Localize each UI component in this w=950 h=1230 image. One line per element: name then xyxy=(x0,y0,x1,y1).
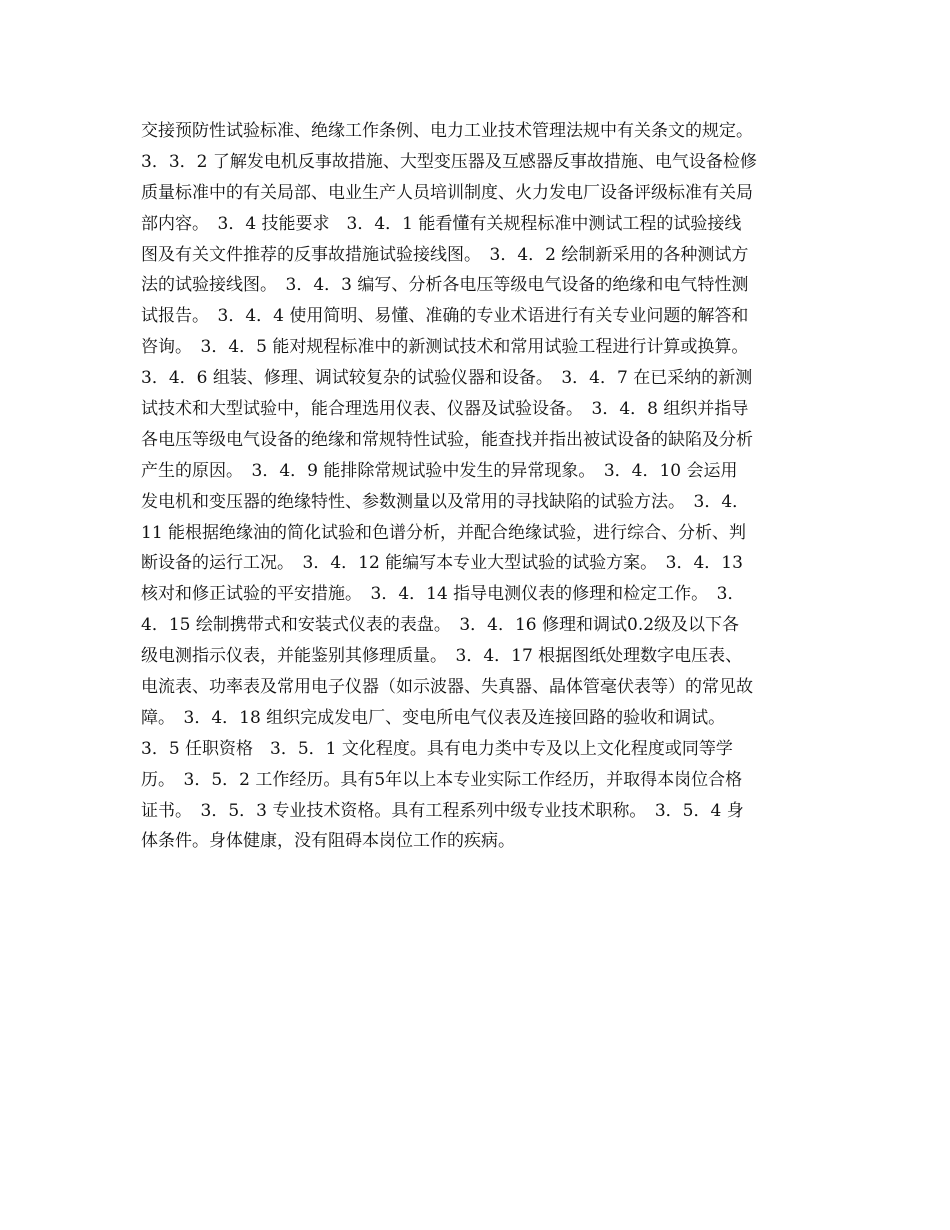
text-line: 核对和修正试验的平安措施。 3．4．14 指导电测仪表的修理和检定工作。 3． xyxy=(141,584,745,605)
text-line: 4．15 绘制携带式和安装式仪表的表盘。 3．4．16 修理和调试0.2级及以下各 xyxy=(141,615,740,636)
text-line: 部内容。 3．4 技能要求 3．4．1 能看懂有关规程标准中测试工程的试验接线 xyxy=(141,213,742,234)
text-line: 交接预防性试验标准、绝缘工作条例、电力工业技术管理法规中有关条文的规定。 xyxy=(141,121,753,141)
text-line: 11 能根据绝缘油的简化试验和色谱分析，并配合绝缘试验，进行综合、分析、判 xyxy=(141,522,747,543)
text-line: 咨询。 3．4．5 能对规程标准中的新测试技术和常用试验工程进行计算或换算。 xyxy=(141,337,749,358)
text-line: 证书。 3．5．3 专业技术资格。具有工程系列中级专业技术职称。 3．5．4 身 xyxy=(141,800,744,821)
text-line: 3．3．2 了解发电机反事故措施、大型变压器及互感器反事故措施、电气设备检修 xyxy=(141,151,757,172)
text-line: 发电机和变压器的绝缘特性、参数测量以及常用的寻找缺陷的试验方法。 3．4． xyxy=(141,491,750,512)
text-line: 障。 3．4．18 组织完成发电厂、变电所电气仪表及连接回路的验收和调试。 xyxy=(141,707,726,728)
text-line: 图及有关文件推荐的反事故措施试验接线图。 3．4．2 绘制新采用的各种测试方 xyxy=(141,244,749,265)
text-line: 电流表、功率表及常用电子仪器（如示波器、失真器、晶体管毫伏表等）的常见故 xyxy=(141,677,753,698)
text-line: 试报告。 3．4．4 使用简明、易懂、准确的专业术语进行有关专业问题的解答和 xyxy=(141,306,749,327)
text-line: 质量标准中的有关局部、电业生产人员培训制度、火力发电厂设备评级标准有关局 xyxy=(141,182,753,203)
text-line: 各电压等级电气设备的绝缘和常规特性试验，能查找并指出被试设备的缺陷及分析 xyxy=(141,429,753,450)
text-line: 法的试验接线图。 3．4．3 编写、分析各电压等级电气设备的绝缘和电气特性测 xyxy=(141,275,749,296)
text-line: 3．4．6 组装、修理、调试较复杂的试验仪器和设备。 3．4．7 在已采纳的新测 xyxy=(141,368,753,389)
text-line: 3．5 任职资格 3．5．1 文化程度。具有电力类中专及以上文化程度或同等学 xyxy=(141,738,733,759)
body-text xyxy=(141,116,811,857)
text-line: 产生的原因。 3．4．9 能排除常规试验中发生的异常现象。 3．4．10 会运用 xyxy=(141,460,738,481)
text-line: 断设备的运行工况。 3．4．12 能编写本专业大型试验的试验方案。 3．4．13 xyxy=(141,553,743,574)
text-line: 级电测指示仪表，并能鉴别其修理质量。 3．4．17 根据图纸处理数字电压表、 xyxy=(141,646,743,667)
text-line: 试技术和大型试验中，能合理选用仪表、仪器及试验设备。 3．4．8 组织并指导 xyxy=(141,399,749,420)
text-line: 历。 3．5．2 工作经历。具有5年以上本专业实际工作经历，并取得本岗位合格 xyxy=(141,769,743,790)
text-line: 体条件。身体健康，没有阻碍本岗位工作的疾病。 xyxy=(141,831,515,852)
